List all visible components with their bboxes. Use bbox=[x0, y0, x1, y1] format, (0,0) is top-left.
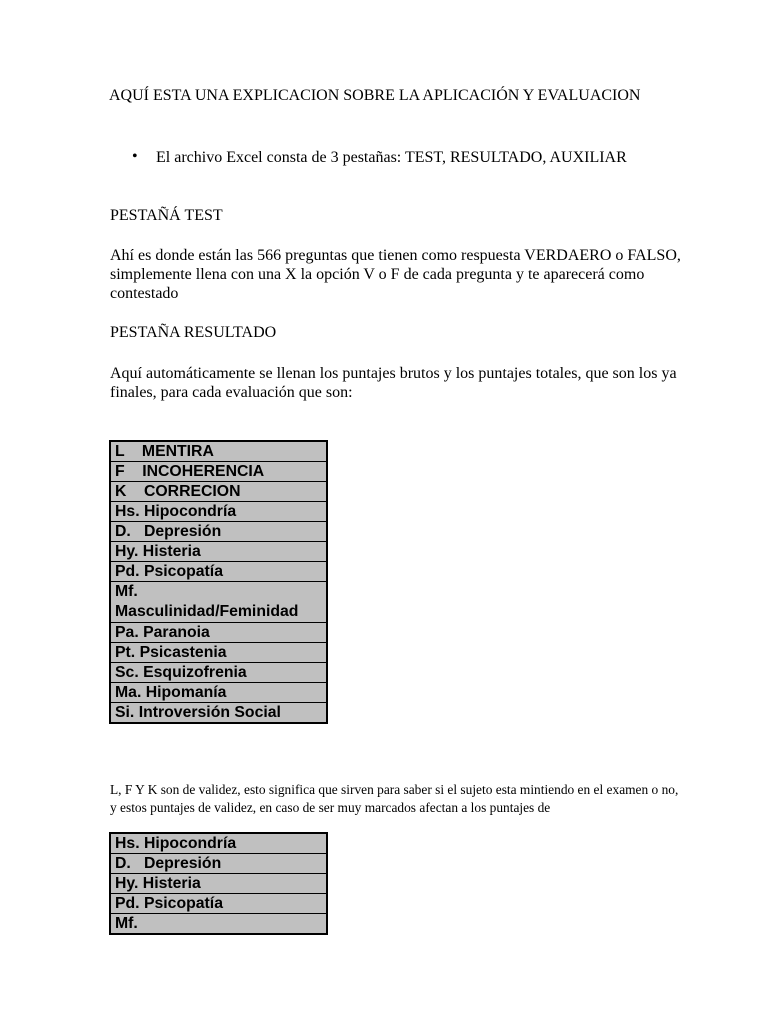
table-cell: Hs. Hipocondría bbox=[110, 502, 327, 522]
validity-note: L, F Y K son de validez, esto significa que sirven para saber si el sujeto esta mintiendo en el examen o no, y estos puntajes de validez, en caso de ser muy marcados afectan a los puntajes de bbox=[110, 782, 679, 815]
table-row bbox=[110, 441, 327, 462]
table-row bbox=[110, 703, 327, 724]
table-cell: Ma. Hipomanía bbox=[110, 683, 327, 703]
table-row bbox=[110, 502, 327, 522]
scales-table bbox=[109, 440, 328, 724]
table-cell: Si. Introversión Social bbox=[110, 703, 327, 724]
table-row bbox=[110, 542, 327, 562]
table-row bbox=[110, 854, 327, 874]
bullet-text: El archivo Excel consta de 3 pestañas: TEST, RESULTADO, AUXILIAR bbox=[156, 149, 627, 166]
table-row bbox=[110, 663, 327, 683]
table-row bbox=[110, 914, 327, 935]
table-cell: Hy. Histeria bbox=[110, 874, 327, 894]
table-row bbox=[110, 462, 327, 482]
table-row bbox=[110, 683, 327, 703]
table-row bbox=[110, 582, 327, 623]
table-cell: Hs. Hipocondría bbox=[110, 833, 327, 854]
section-test-paragraph: Ahí es donde están las 566 preguntas que tienen como respuesta VERDAERO o FALSO, simplemente llena con una X la opción V o F de cada pregunta y te aparecerá como contestado bbox=[110, 247, 681, 302]
table-cell: D. Depresión bbox=[110, 522, 327, 542]
section-test-title: PESTAÑÁ TEST bbox=[110, 207, 223, 224]
table-cell bbox=[110, 582, 327, 623]
bullet-icon: • bbox=[132, 148, 138, 165]
table-row bbox=[110, 522, 327, 542]
table-row bbox=[110, 623, 327, 643]
table-cell-line: Masculinidad/Feminidad bbox=[115, 603, 299, 620]
table-row bbox=[110, 894, 327, 914]
table-cell: L MENTIRA bbox=[110, 441, 327, 462]
table-row bbox=[110, 874, 327, 894]
document-heading: AQUÍ ESTA UNA EXPLICACION SOBRE LA APLICACIÓN Y EVALUACION bbox=[109, 87, 641, 104]
table-row bbox=[110, 833, 327, 854]
table-cell: Pd. Psicopatía bbox=[110, 894, 327, 914]
table-cell: Sc. Esquizofrenia bbox=[110, 663, 327, 683]
section-result-paragraph: Aquí automáticamente se llenan los puntajes brutos y los puntajes totales, que son los ya finales, para cada evaluación que son: bbox=[110, 365, 677, 401]
table-cell: Pa. Paranoia bbox=[110, 623, 327, 643]
table-cell: D. Depresión bbox=[110, 854, 327, 874]
section-result-title: PESTAÑA RESULTADO bbox=[110, 324, 277, 341]
affected-scales-table bbox=[109, 832, 328, 935]
table-cell: F INCOHERENCIA bbox=[110, 462, 327, 482]
table-row bbox=[110, 482, 327, 502]
table-cell: Hy. Histeria bbox=[110, 542, 327, 562]
table-cell-line: Mf. bbox=[115, 583, 138, 600]
table-row bbox=[110, 643, 327, 663]
table-cell: Mf. bbox=[110, 914, 327, 935]
table-row bbox=[110, 562, 327, 582]
table-cell: K CORRECION bbox=[110, 482, 327, 502]
table-cell: Pd. Psicopatía bbox=[110, 562, 327, 582]
table-cell: Pt. Psicastenia bbox=[110, 643, 327, 663]
